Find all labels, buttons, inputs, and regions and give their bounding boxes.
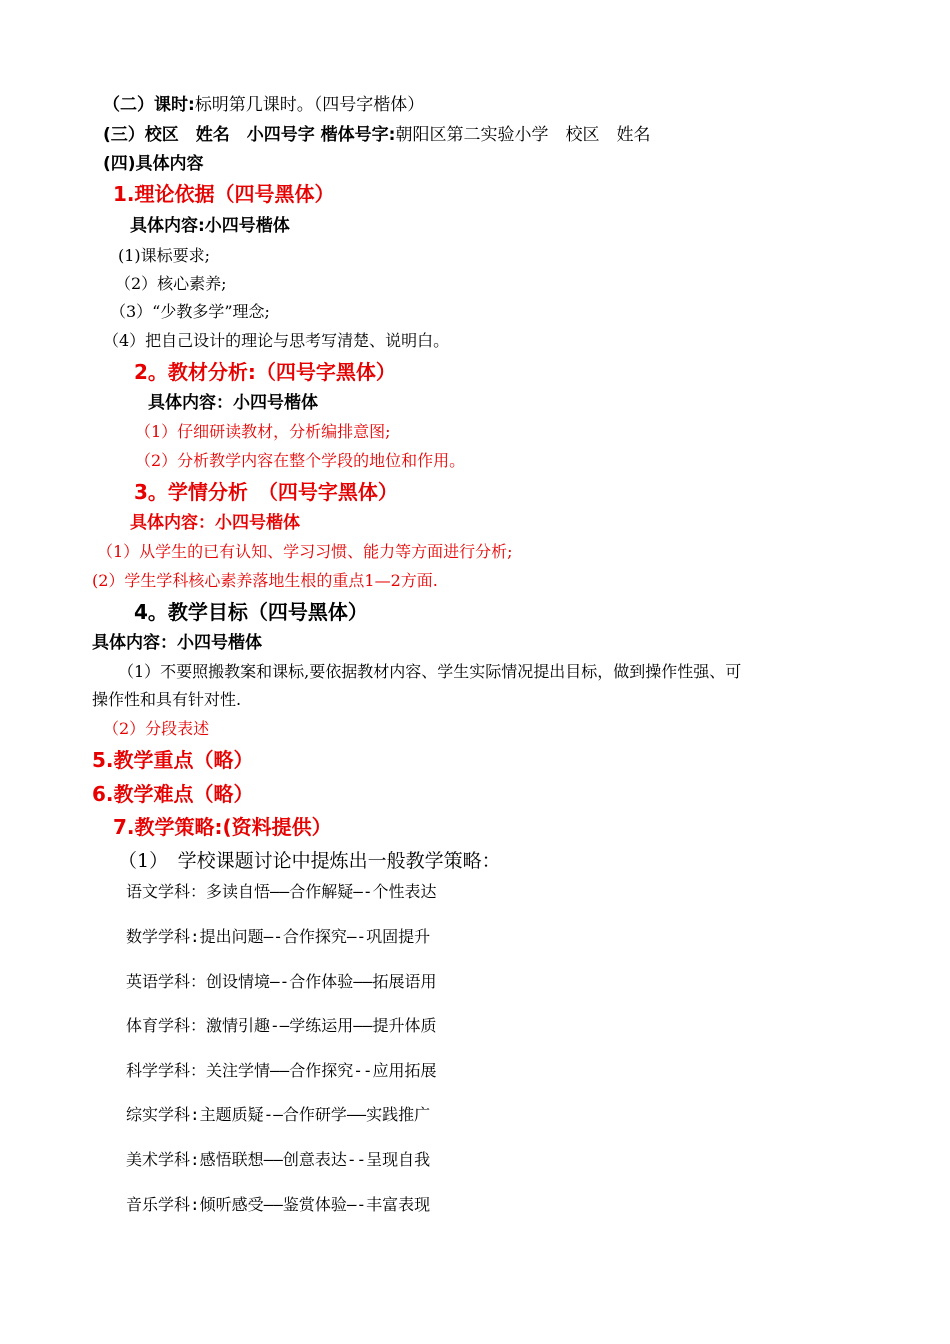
section-4-para-line-1: （1）不要照搬教案和课标,要依据教材内容、学生实际情况提出目标，做到操作性强、可: [118, 662, 742, 681]
section-7-intro: （1） 学校课题讨论中提炼出一般教学策略：: [118, 850, 501, 872]
lesson-line: [103, 97, 424, 114]
section-4-item-2: （2）分段表述: [103, 719, 210, 738]
section-6-title: 6.教学难点（略）: [92, 782, 254, 806]
strategy-practice: 综实学科:主题质疑-—合作研学——实践推广: [126, 1105, 431, 1124]
section-5-title: 5.教学重点（略）: [92, 748, 254, 772]
section-1-item-2: （2）核心素养;: [115, 274, 227, 293]
strategy-pe: 体育学科：激情引趣-—学练运用——提升体质: [126, 1016, 437, 1035]
section-1-sub: 具体内容:小四号楷体: [130, 216, 290, 236]
content-label: (四)具体内容: [103, 154, 204, 174]
strategy-art: 美术学科:感悟联想——创意表达--呈现自我: [126, 1150, 431, 1169]
lesson-label: （二）课时:: [103, 95, 195, 115]
campus-label: (三）校区 姓名 小四号字 楷体号字:: [103, 125, 396, 145]
section-1-item-3: （3）“少教多学”理念;: [110, 302, 270, 321]
campus-text: 朝阳区第二实验小学 校区 姓名: [395, 125, 651, 145]
section-7-title: 7.教学策略:(资料提供）: [113, 815, 332, 839]
section-1-item-4: （4）把自己设计的理论与思考写清楚、说明白。: [103, 331, 450, 350]
section-2-item-1: （1）仔细研读教材，分析编排意图;: [135, 422, 391, 441]
lesson-text: 标明第几课时。（四号字楷体）: [194, 95, 425, 115]
section-3-item-2: (2）学生学科核心素养落地生根的重点1—2方面.: [92, 571, 438, 590]
section-3-sub: 具体内容：小四号楷体: [130, 513, 300, 533]
section-4-title: 4。教学目标（四号黑体）: [134, 600, 368, 624]
strategy-english: 英语学科：创设情境—-合作体验——拓展语用: [126, 972, 437, 991]
section-4-sub: 具体内容：小四号楷体: [92, 633, 262, 653]
section-3-title: 3。学情分析 （四号字黑体）: [134, 480, 398, 504]
campus-line: [103, 127, 651, 144]
section-1-title: 1.理论依据（四号黑体）: [113, 182, 335, 206]
section-1-item-1: (1)课标要求;: [118, 246, 211, 265]
section-4-para-line-2: 操作性和具有针对性.: [92, 690, 242, 709]
section-2-sub: 具体内容：小四号楷体: [148, 393, 318, 413]
section-3-item-1: （1）从学生的已有认知、学习习惯、能力等方面进行分析;: [97, 542, 513, 561]
strategy-music: 音乐学科:倾听感受——鉴赏体验—-丰富表现: [126, 1195, 431, 1214]
section-2-title: 2。教材分析:（四号字黑体）: [134, 360, 396, 384]
section-2-item-2: （2）分析教学内容在整个学段的地位和作用。: [135, 451, 466, 470]
strategy-science: 科学学科：关注学情——合作探究--应用拓展: [126, 1061, 437, 1080]
strategy-math: 数学学科:提出问题—-合作探究—-巩固提升: [126, 927, 431, 946]
strategy-chinese: 语文学科：多读自悟——合作解疑—-个性表达: [126, 882, 437, 901]
